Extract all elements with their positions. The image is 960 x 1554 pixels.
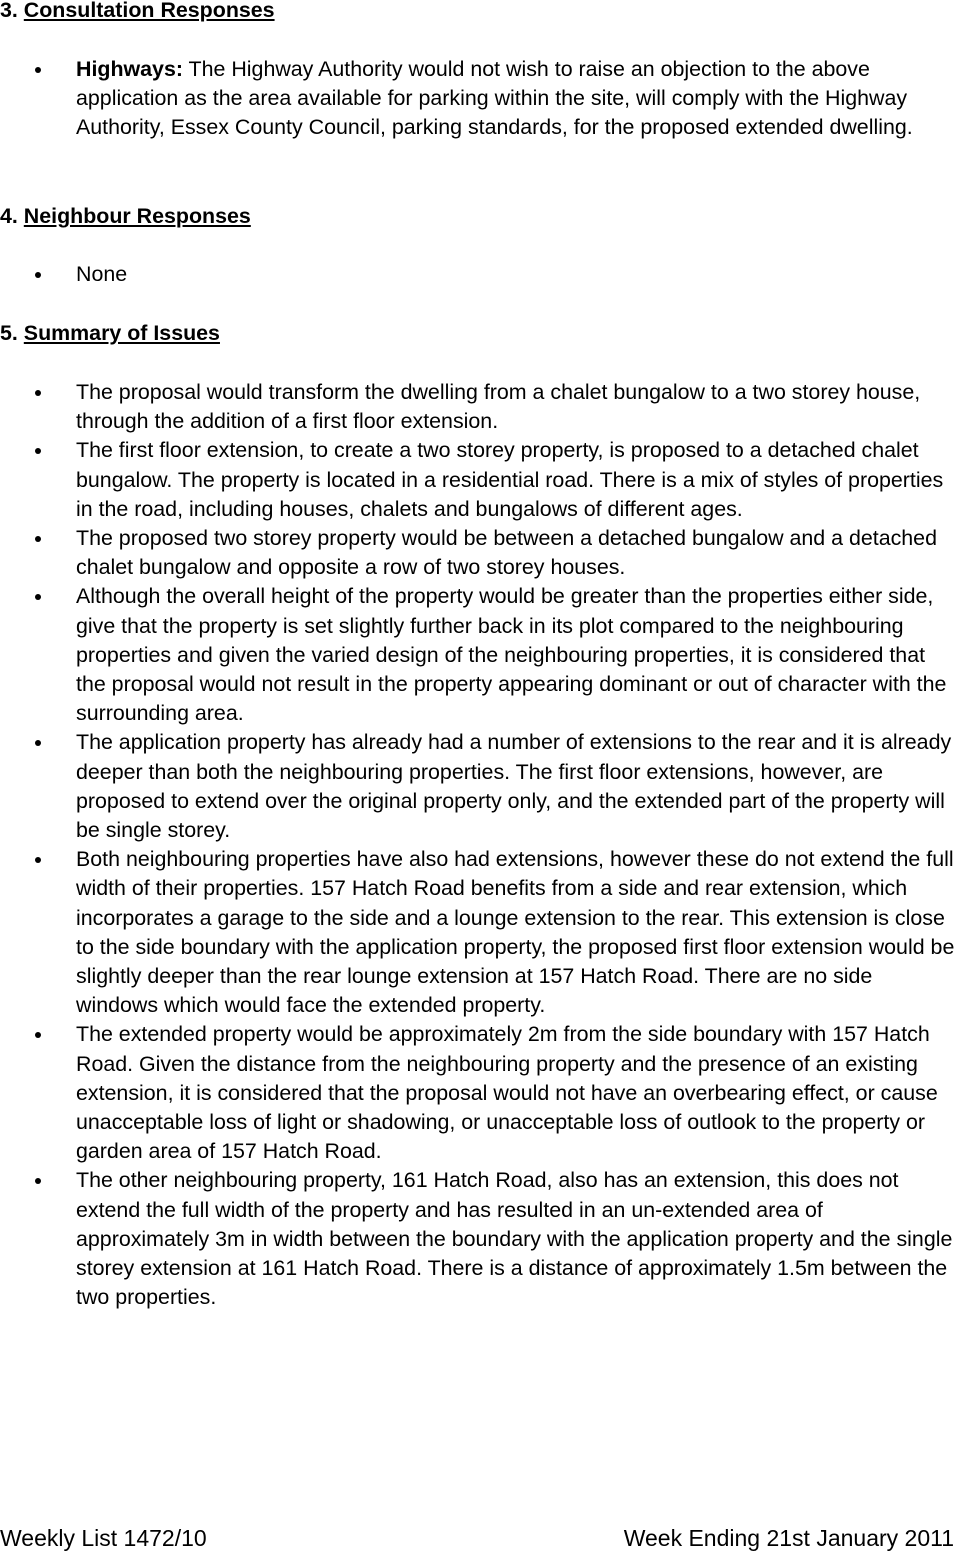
neighbour-text: None (76, 262, 128, 286)
issue-text: The first floor extension, to create a two storey property, is proposed to a detached chalet bungalow. The property is located in a residential road. There is a mix of styles of properties in the road, including houses, chalets and bungalows of different ages. (76, 438, 944, 521)
consultation-list (0, 55, 960, 143)
section-3-heading (0, 0, 275, 25)
bullet-icon (35, 272, 41, 278)
bullet-icon (35, 536, 41, 542)
list-item (0, 55, 960, 143)
bullet-icon (35, 448, 41, 454)
issue-text: The proposal would transform the dwelling from a chalet bungalow to a two storey house, through the addition of a first floor extension. (76, 380, 921, 434)
issue-text: Both neighbouring properties have also had extensions, however these do not extend the full width of their properties. 157 Hatch Road benefits from a side and rear extension, which incorporates a garage to the side and a lounge extension to the rear. This extension is close to the side boundary with the application property, the proposed first floor extension would be slightly deeper than the rear lounge extension at 157 Hatch Road. There are no side windows which would face the extended property. (76, 847, 955, 1018)
page-footer (0, 1522, 954, 1554)
issue-text: The application property has already had a number of extensions to the rear and it is already deeper than both the neighbouring properties. The first floor extensions, however, are proposed to extend over the original property only, and the extended part of the property will be single storey. (76, 730, 952, 843)
list-item (0, 1166, 960, 1312)
bullet-icon (35, 1178, 41, 1184)
section-4-heading (0, 202, 251, 231)
list-item (0, 1020, 960, 1166)
section-3-title: Consultation Responses (23, 0, 275, 22)
list-item (0, 524, 960, 582)
issue-text: Although the overall height of the property would be greater than the properties either side, give that the property is set slightly further back in its plot compared to the neighbouring properties and given the varied design of the neighbouring properties, it is considered that the proposal would not result in the property appearing dominant or out of character with the surrounding area. (76, 584, 947, 726)
list-item (0, 582, 960, 728)
consultation-text (76, 55, 960, 143)
footer-weekly-list: Weekly List 1472/10 (0, 1525, 207, 1551)
bullet-icon (35, 390, 41, 396)
issue-text: The other neighbouring property, 161 Hatch Road, also has an extension, this does not extend the full width of the property and has resulted in an un-extended area of approximately 3m in width between the boundary with the application property and the single storey extension at 161 Hatch Road. There is a distance of approximately 1.5m between the two properties. (76, 1168, 953, 1310)
list-item (0, 845, 960, 1020)
list-item (0, 436, 960, 524)
section-3-number: 3. (0, 0, 18, 22)
issue-text: The extended property would be approximately 2m from the side boundary with 157 Hatch Road. Given the distance from the neighbouring property and the presence of an existing extension, it is considered that the proposal would not have an overbearing effect, or cause unacceptable loss of light or shadowing, or unacceptable loss of outlook to the property or garden area of 157 Hatch Road. (76, 1022, 938, 1164)
issues-list (0, 378, 960, 1313)
list-item (0, 728, 960, 845)
highways-text: The Highway Authority would not wish to raise an objection to the above application as the area available for parking within the site, will comply with the Highway Authority, Essex County Council, parking standards, for the proposed extended dwelling. (76, 57, 913, 140)
section-4-title: Neighbour Responses (23, 204, 251, 228)
section-5-number: 5. (0, 321, 18, 345)
section-4-number: 4. (0, 204, 18, 228)
neighbour-list (0, 260, 960, 289)
bullet-icon (35, 740, 41, 746)
footer-week-ending: Week Ending 21st January 2011 (623, 1525, 954, 1551)
bullet-icon (35, 594, 41, 600)
list-item (0, 260, 960, 289)
bullet-icon (35, 1032, 41, 1038)
highways-label: Highways: (76, 57, 183, 81)
bullet-icon (35, 67, 41, 73)
section-5-heading (0, 319, 220, 348)
issue-text: The proposed two storey property would be between a detached bungalow and a detached chalet bungalow and opposite a row of two storey houses. (76, 526, 937, 580)
bullet-icon (35, 857, 41, 863)
list-item (0, 378, 960, 436)
section-5-title: Summary of Issues (23, 321, 220, 345)
